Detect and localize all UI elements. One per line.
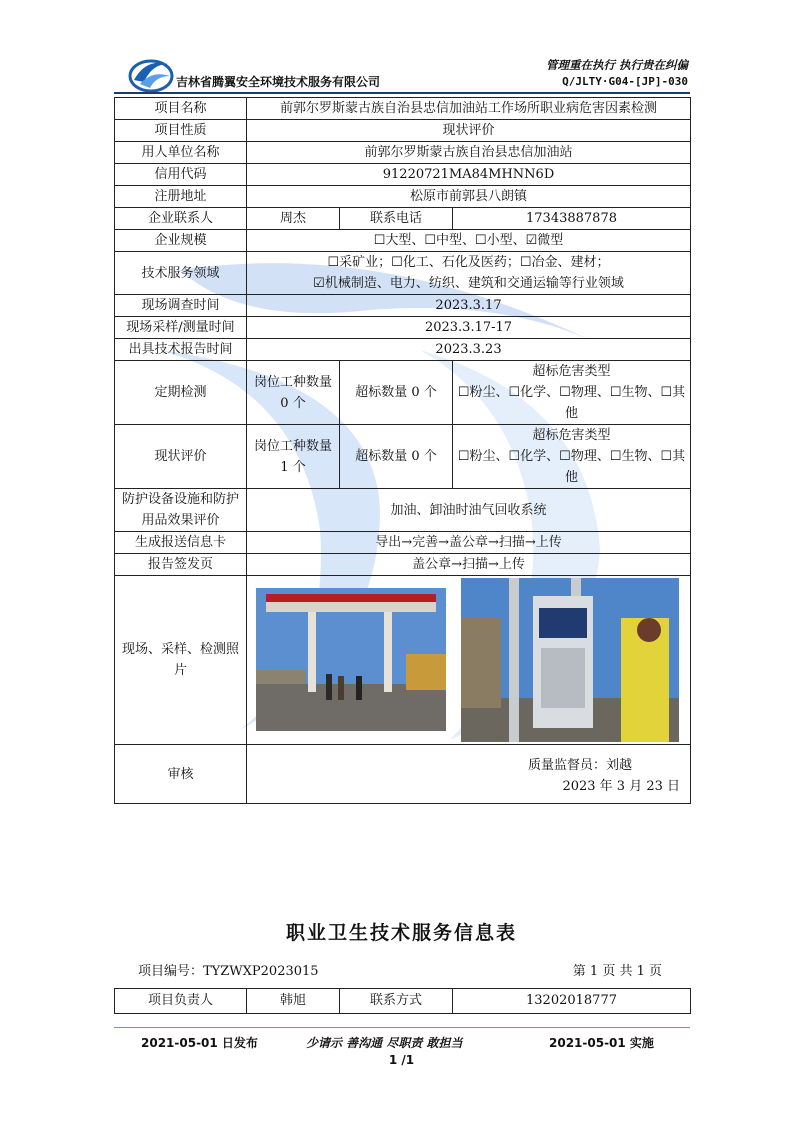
label-project-nature: 项目性质 [115, 120, 247, 142]
value-scale: ☐大型、☐中型、☐小型、☑微型 [247, 230, 691, 252]
value-info-card: 导出→完善→盖公章→扫描→上传 [247, 532, 691, 554]
row-status-evaluation [115, 425, 691, 489]
value-survey-time: 2023.3.17 [247, 295, 691, 317]
value-project-nature: 现状评价 [247, 120, 691, 142]
value-protection: 加油、卸油时油气回收系统 [247, 489, 691, 532]
row-credit-code [115, 164, 691, 186]
review-cell [247, 745, 691, 804]
value-domain [247, 252, 691, 295]
service-record-table [114, 97, 691, 804]
value-sign-page: 盖公章→扫描→上传 [247, 554, 691, 576]
periodic-exceed: 超标数量 0 个 [340, 361, 453, 425]
status-eval-exceed: 超标数量 0 个 [340, 425, 453, 489]
info-table-title: 职业卫生技术服务信息表 [285, 922, 517, 944]
row-contact [115, 208, 691, 230]
status-eval-hazard-title: 超标危害类型 [532, 428, 611, 443]
row-project-nature [115, 120, 691, 142]
label-status-eval: 现状评价 [115, 425, 247, 489]
footer-page-number: 1 /1 [388, 1053, 415, 1067]
row-sign-page [115, 554, 691, 576]
label-credit-code: 信用代码 [115, 164, 247, 186]
row-report-time [115, 339, 691, 361]
label-domain: 技术服务领域 [115, 252, 247, 295]
row-review [115, 745, 691, 804]
row-sampling-time [115, 317, 691, 339]
label-info-card: 生成报送信息卡 [115, 532, 247, 554]
domain-line-2: ☑机械制造、电力、纺织、建筑和交通运输等行业领域 [313, 276, 624, 291]
label-review: 审核 [115, 745, 247, 804]
label-sampling-time: 现场采样/测量时间 [115, 317, 247, 339]
footer-rule [114, 1027, 690, 1028]
label-sign-page: 报告签发页 [115, 554, 247, 576]
company-name: 吉林省腾翼安全环境技术服务有限公司 [176, 75, 381, 89]
value-credit-code: 91220721MA84MHNN6D [247, 164, 691, 186]
photos-cell [247, 576, 691, 745]
label-contact-method: 联系方式 [340, 989, 453, 1014]
value-sampling-time: 2023.3.17-17 [247, 317, 691, 339]
value-project-name: 前郭尔罗斯蒙古族自治县忠信加油站工作场所职业病危害因素检测 [247, 98, 691, 120]
label-phone: 联系电话 [340, 208, 453, 230]
label-periodic: 定期检测 [115, 361, 247, 425]
label-report-time: 出具技术报告时间 [115, 339, 247, 361]
label-protection: 防护设备设施和防护用品效果评价 [115, 489, 247, 532]
domain-line-1: ☐采矿业；☐化工、石化及医药；☐冶金、建材； [327, 255, 610, 270]
row-scale [115, 230, 691, 252]
label-scale: 企业规模 [115, 230, 247, 252]
value-employer: 前郭尔罗斯蒙古族自治县忠信加油站 [247, 142, 691, 164]
row-periodic-detection [115, 361, 691, 425]
status-eval-hazard-types: ☐粉尘、☐化学、☐物理、☐生物、☐其他 [457, 449, 686, 485]
periodic-hazard-title: 超标危害类型 [532, 364, 611, 379]
footer-publish-date: 2021-05-01 日发布 [141, 1036, 258, 1050]
row-survey-time [115, 295, 691, 317]
periodic-posts: 岗位工种数量 0 个 [247, 361, 340, 425]
fuel-dispenser-photo [461, 578, 679, 742]
periodic-hazards [453, 361, 691, 425]
label-survey-time: 现场调查时间 [115, 295, 247, 317]
header-slogan: 管理重在执行 执行贵在纠偏 [545, 58, 688, 72]
label-address: 注册地址 [115, 186, 247, 208]
value-phone: 17343887878 [453, 208, 691, 230]
row-project-leader [115, 989, 691, 1014]
footer-implement-date: 2021-05-01 实施 [549, 1036, 654, 1050]
project-number: 项目编号：TYZWXP2023015 [138, 964, 319, 979]
review-date: 2023 年 3 月 23 日 [562, 779, 681, 794]
row-project-name [115, 98, 691, 120]
header-rule [114, 92, 690, 94]
value-address: 松原市前郭县八朗镇 [247, 186, 691, 208]
row-address [115, 186, 691, 208]
status-eval-hazards [453, 425, 691, 489]
label-photos: 现场、采样、检测照片 [115, 576, 247, 745]
label-project-leader: 项目负责人 [115, 989, 247, 1014]
status-eval-posts: 岗位工种数量 1 个 [247, 425, 340, 489]
label-employer: 用人单位名称 [115, 142, 247, 164]
periodic-hazard-types: ☐粉尘、☐化学、☐物理、☐生物、☐其他 [457, 385, 686, 421]
label-project-name: 项目名称 [115, 98, 247, 120]
row-info-card [115, 532, 691, 554]
value-contact: 周杰 [247, 208, 340, 230]
footer-motto: 少请示 善沟通 尽职责 敢担当 [306, 1036, 463, 1050]
label-contact: 企业联系人 [115, 208, 247, 230]
value-contact-method: 13202018777 [453, 989, 691, 1014]
value-project-leader: 韩旭 [247, 989, 340, 1014]
row-protection [115, 489, 691, 532]
page-info: 第 1 页 共 1 页 [572, 964, 662, 979]
row-employer [115, 142, 691, 164]
document-code: Q/JLTY·G04-[JP]-030 [562, 75, 688, 88]
row-domain [115, 252, 691, 295]
project-leader-table [114, 988, 691, 1014]
row-photos [115, 576, 691, 745]
quality-supervisor: 质量监督员：刘越 [528, 758, 633, 773]
gas-station-photo [256, 588, 446, 731]
company-logo [128, 54, 174, 94]
value-report-time: 2023.3.23 [247, 339, 691, 361]
